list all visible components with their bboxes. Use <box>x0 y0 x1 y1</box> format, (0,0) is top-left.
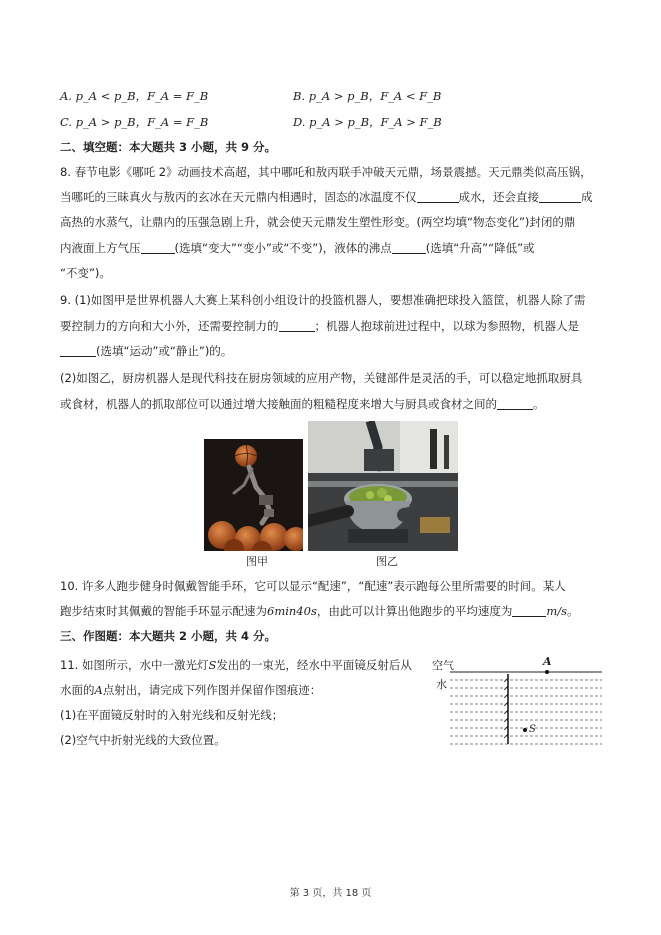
q9-line1: 9. (1)如图甲是世界机器人大赛上某科创小组设计的投篮机器人，要想准确把球投入篮筐，机器人除了需 <box>60 293 586 307</box>
label-water: 水 <box>436 678 447 691</box>
section3-title: 三、作图题：本大题共 2 小题，共 4 分。 <box>60 629 277 643</box>
q8-blank3[interactable] <box>141 241 175 254</box>
q8-line3: 高热的水蒸气，让鼎内的压强急剧上升，就会使天元鼎发生塑性形变。(两空均填“物态变化”)封闭的鼎 <box>60 215 576 229</box>
q8-line2: 当哪吒的三昧真火与敖丙的玄冰在天元鼎内相遇时，固态的冰温度不仅 成水，还会直接 成 <box>60 190 593 204</box>
q8-blank4[interactable] <box>392 241 426 254</box>
option-c: C. p_A > p_B，F_A = F_B <box>60 115 209 129</box>
q8-line5: “不变”)。 <box>60 266 111 280</box>
q9-line2: 要控制力的方向和大小外，还需要控制力的 ；机器人抱球前进过程中，以球为参照物，机器人是 <box>60 319 579 333</box>
label-point-s: S <box>529 724 536 735</box>
q8-blank2[interactable] <box>539 190 581 203</box>
q11-line2: 水面的A点射出，请完成下列作图并保留作图痕迹： <box>60 683 322 697</box>
caption-figure-b: 图乙 <box>376 555 398 568</box>
photo-kitchen-robot <box>308 421 458 551</box>
q9-line4: (2)如图乙，厨房机器人是现代科技在厨房领域的应用产物，关键部件是灵活的手，可以稳定地抓取厨具 <box>60 371 583 385</box>
label-air: 空气 <box>432 659 454 672</box>
q9-line3: (选填“运动”或“静止”)的。 <box>60 343 232 359</box>
option-a: A. p_A < p_B，F_A = F_B <box>60 89 209 103</box>
q10-line1: 10. 许多人跑步健身时佩戴智能手环，它可以显示“配速”，“配速”表示跑每公里所需要的时间。某人 <box>60 579 566 593</box>
q11-line1: 11. 如图所示，水中一激光灯S发出的一束光，经水中平面镜反射后从 <box>60 658 412 672</box>
point-s-dot <box>523 728 527 732</box>
option-d: D. p_A > p_B，F_A > F_B <box>293 115 442 129</box>
q9-blank2[interactable] <box>60 344 96 357</box>
q10-line2: 跑步结束时其佩戴的智能手环显示配速为6min40s，由此可以计算出他跑步的平均速度为 m/s。 <box>60 604 579 618</box>
photo-basketball-robot <box>204 439 303 551</box>
caption-figure-a: 图甲 <box>246 555 268 568</box>
q8-line1: 8. 春节电影《哪吒 2》动画技术高超，其中哪吒和敖丙联手冲破天元鼎，场景震撼。天元鼎类似高压锅， <box>60 165 592 179</box>
q8-blank1[interactable] <box>417 190 459 203</box>
option-b: B. p_A > p_B，F_A < F_B <box>293 89 442 103</box>
q9-blank3[interactable] <box>497 397 533 410</box>
page-footer: 第 3 页，共 18 页 <box>289 888 372 899</box>
point-a-dot <box>545 670 549 674</box>
q10-blank1[interactable] <box>512 604 546 617</box>
q11-line3: (1)在平面镜反射时的入射光线和反射光线； <box>60 708 284 722</box>
q11-line4: (2)空气中折射光线的大致位置。 <box>60 733 226 747</box>
q8-line4: 内液面上方气压 (选填“变大”“变小”或“不变”)，液体的沸点 (选填“升高”“降低”或 <box>60 241 535 255</box>
q9-blank1[interactable] <box>279 319 315 332</box>
q11-diagram <box>430 652 605 752</box>
q9-line5: 或食材，机器人的抓取部位可以通过增大接触面的粗糙程度来增大与厨具或食材之间的 。 <box>60 397 545 411</box>
section2-title: 二、填空题：本大题共 3 小题，共 9 分。 <box>60 140 277 154</box>
label-point-a: A <box>543 655 552 668</box>
